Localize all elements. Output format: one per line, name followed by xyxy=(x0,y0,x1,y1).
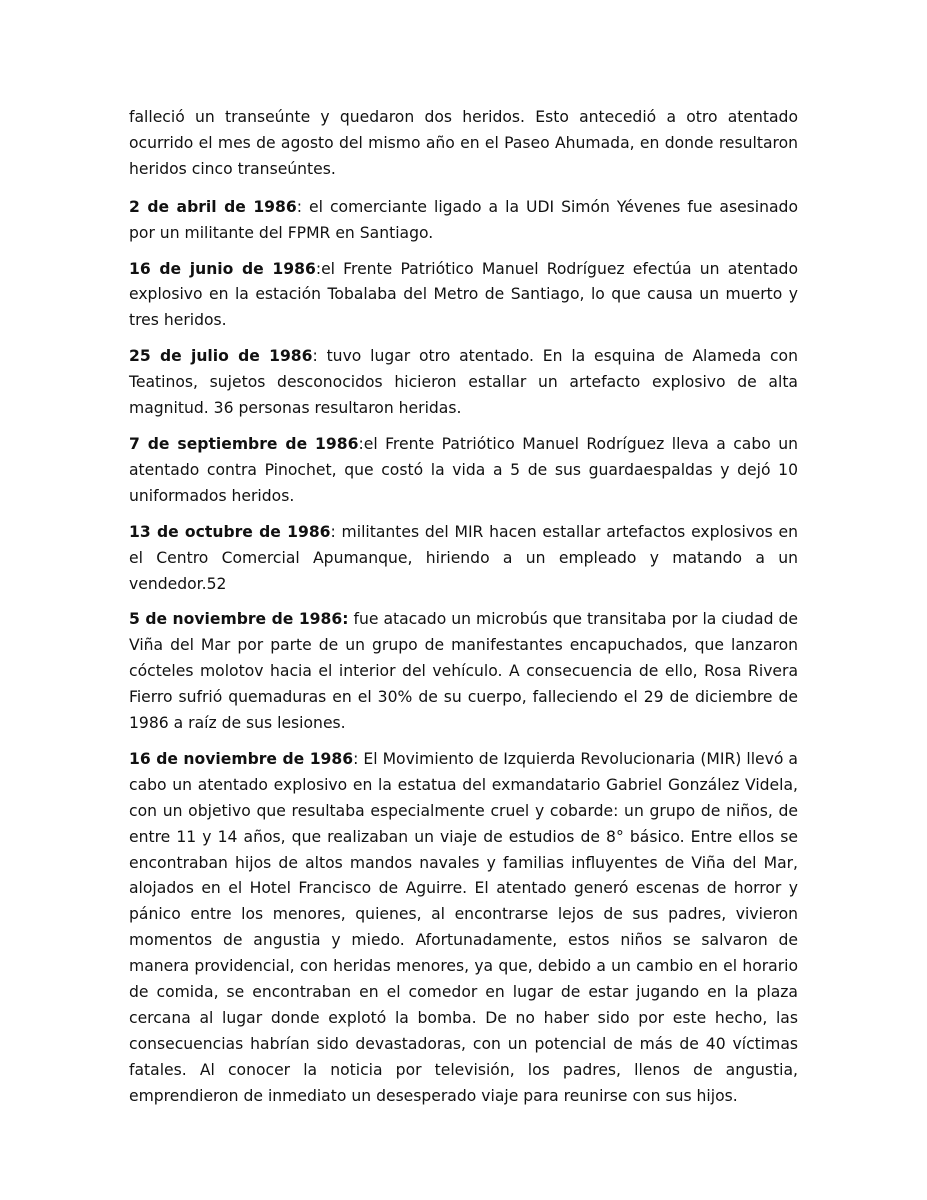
paragraph-date: 13 de octubre de 1986 xyxy=(129,522,331,541)
paragraph-date: 16 de noviembre de 1986 xyxy=(129,749,354,768)
paragraph-2-abril-1986 xyxy=(129,195,798,247)
paragraph-5-noviembre-1986 xyxy=(129,607,798,737)
paragraph-text: :el Frente Patriótico Manuel Rodríguez efectúa un atentado explosivo en la estación Tobalaba del Metro de Santiago, lo que causa un muerto y tres heridos. xyxy=(129,259,798,330)
paragraph-text: : militantes del MIR hacen estallar artefactos explosivos en el Centro Comercial Apumanque, hiriendo a un empleado y matando a un vendedor.52 xyxy=(129,522,798,593)
paragraph-25-julio-1986 xyxy=(129,344,798,422)
paragraph-16-junio-1986 xyxy=(129,257,798,335)
paragraph-16-noviembre-1986 xyxy=(129,747,798,1110)
paragraph-text: fue atacado un microbús que transitaba por la ciudad de Viña del Mar por parte de un grupo de manifestantes encapuchados, que lanzaron cócteles molotov hacia el interior del vehículo. A consecuencia de ello, Rosa Rivera Fierro sufrió quemaduras en el 30% de su cuerpo, falleciendo el 29 de diciembre de 1986 a raíz de sus lesiones. xyxy=(129,610,798,733)
paragraph-text: :el Frente Patriótico Manuel Rodríguez lleva a cabo un atentado contra Pinochet, que costó la vida a 5 de sus guardaespaldas y dejó 10 uniformados heridos. xyxy=(129,434,799,505)
paragraph-text: : el comerciante ligado a la UDI Simón Yévenes fue asesinado por un militante del FPMR en Santiago. xyxy=(129,197,798,242)
document-body xyxy=(129,105,798,1120)
paragraph-continuation xyxy=(129,105,798,183)
paragraph-7-septiembre-1986 xyxy=(129,432,798,510)
paragraph-date: 7 de septiembre de 1986 xyxy=(129,434,359,453)
paragraph-text: : tuvo lugar otro atentado. En la esquina de Alameda con Teatinos, sujetos desconocidos hicieron estallar un artefacto explosivo de alta magnitud. 36 personas resultaron heridas. xyxy=(129,347,798,418)
paragraph-date: 16 de junio de 1986 xyxy=(129,259,316,278)
paragraph-date: 5 de noviembre de 1986: xyxy=(129,610,349,629)
paragraph-text: falleció un transeúnte y quedaron dos heridos. Esto antecedió a otro atentado ocurrido el mes de agosto del mismo año en el Paseo Ahumada, en donde resultaron heridos cinco transeúntes. xyxy=(129,108,798,178)
paragraph-date: 25 de julio de 1986 xyxy=(129,347,313,366)
paragraph-text: : El Movimiento de Izquierda Revolucionaria (MIR) llevó a cabo un atentado explosivo en la estatua del exmandatario Gabriel González Videla, con un objetivo que resultaba especialmente cruel y cobarde: un grupo de niños, de entre 11 y 14 años, que realizaban un viaje de estudios de 8° básico. Entre ellos se encontraban hijos de altos mandos navales y familias influyentes de Viña del Mar, alojados en el Hotel Francisco de Aguirre. El atentado generó escenas de horror y pánico entre los menores, quienes, al encontrarse lejos de sus padres, vivieron momentos de angustia y miedo. Afortunadamente, estos niños se salvaron de manera providencial, con heridas menores, ya que, debido a un cambio en el horario de comida, se encontraban en el comedor en lugar de estar jugando en la plaza cercana al lugar donde explotó la bomba. De no haber sido por este hecho, las consecuencias habrían sido devastadoras, con un potencial de más de 40 víctimas fatales. Al conocer la noticia por televisión, los padres, llenos de angustia, emprendieron de inmediato un desesperado viaje para reunirse con sus hijos. xyxy=(129,749,798,1105)
paragraph-13-octubre-1986 xyxy=(129,520,798,598)
paragraph-date: 2 de abril de 1986 xyxy=(129,197,297,216)
